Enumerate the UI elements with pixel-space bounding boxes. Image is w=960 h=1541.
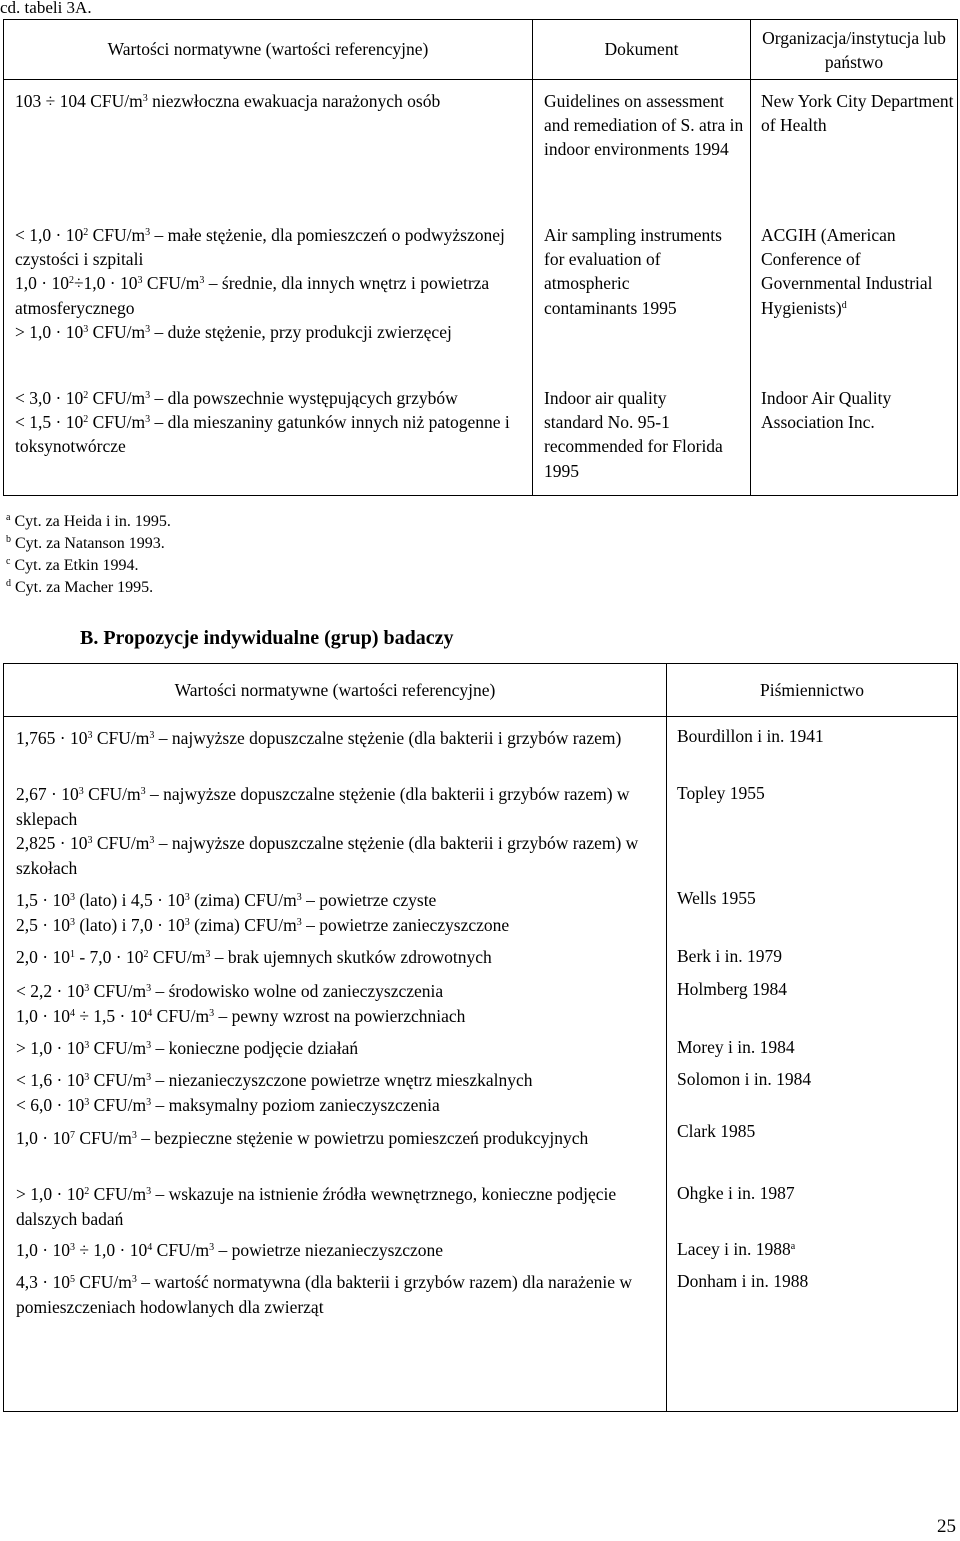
row-a1-values: 103 ÷ 104 CFU/$m^3$ niezwłoczna ewakuacja narażonych osób bbox=[15, 91, 441, 111]
row-b-ref: Topley 1955 bbox=[677, 783, 765, 803]
page-number: 25 bbox=[937, 1516, 956, 1537]
row-b-ref: Wells 1955 bbox=[677, 888, 756, 908]
row-b-ref: Bourdillon i in. 1941 bbox=[677, 726, 824, 746]
row-a3-document: Indoor air quality standard No. 95-1 recommended for Florida 1995 bbox=[544, 388, 723, 481]
row-b-values: > $1,0 \cdot 10^3$ CFU/$m^3$ – konieczne podjęcie działań bbox=[16, 1038, 359, 1058]
footnote: $^d$ Cyt. za Macher 1995. bbox=[6, 578, 154, 596]
column-divider bbox=[532, 20, 533, 495]
footnote: $^b$ Cyt. za Natanson 1993. bbox=[6, 534, 165, 552]
table-b bbox=[3, 663, 958, 1412]
row-b-ref: Ohgke i in. 1987 bbox=[677, 1183, 795, 1203]
header-literature: Piśmiennictwo bbox=[759, 680, 865, 700]
row-b-values: $2,0 \cdot 10^1 - 7,0 \cdot 10^2$ CFU/$m^3$ – brak ujemnych skutków zdrowotnych bbox=[16, 947, 492, 967]
column-divider bbox=[750, 20, 751, 495]
row-b-values: < $2,2 \cdot 10^3$ CFU/$m^3$ – środowisko wolne od zanieczyszczenia $1,0 \cdot 10^4 \div 1,5 \cdot 10^4$ CFU/$m^3$ – pewny wzrost na powierzchniach bbox=[16, 981, 466, 1026]
row-a2-org: ACGIH (American Conference of Governmental Industrial Hygienists)$^d$ bbox=[761, 225, 933, 318]
header-document: Dokument bbox=[604, 39, 679, 59]
header-divider bbox=[4, 79, 957, 80]
row-b-ref: Morey i in. 1984 bbox=[677, 1037, 795, 1057]
footnote: $^c$ Cyt. za Etkin 1994. bbox=[6, 556, 139, 574]
row-b-ref: Berk i in. 1979 bbox=[677, 946, 782, 966]
row-b-ref: Clark 1985 bbox=[677, 1121, 756, 1141]
row-a3-values: < $3,0 \cdot 10^2$ CFU/$m^3$ – dla powszechnie występujących grzybów < $1,5 \cdot 10^2$ CFU/$m^3$ – dla mieszaniny gatunków innych niż patogenne i toksynotwórcze bbox=[15, 388, 510, 457]
column-divider bbox=[666, 664, 667, 1411]
row-b-ref: Holmberg 1984 bbox=[677, 979, 788, 999]
row-b-values: $2,67 \cdot 10^3$ CFU/$m^3$ – najwyższe dopuszczalne stężenie (dla bakterii i grzybów razem) w sklepach $2,825 \cdot 10^3$ CFU/$m^3$ – najwyższe dopuszczalne stężenie (dla bakterii i grzybów razem) w szkołach bbox=[16, 784, 639, 878]
header-values: Wartości normatywne (wartości referencyjne) bbox=[107, 39, 429, 59]
row-a1-org: New York City Department of Health bbox=[761, 91, 954, 136]
header-divider bbox=[4, 716, 957, 717]
row-b-values: $1,0 \cdot 10^3 \div 1,0 \cdot 10^4$ CFU/$m^3$ – powietrze niezanieczyszczone bbox=[16, 1240, 443, 1260]
row-b-values: $1,765 \cdot 10^3$ CFU/$m^3$ – najwyższe dopuszczalne stężenie (dla bakterii i grzybów razem) bbox=[16, 728, 622, 748]
footnotes bbox=[6, 511, 171, 599]
row-a2-document: Air sampling instruments for evaluation of atmospheric contaminants 1995 bbox=[544, 225, 722, 318]
table-a bbox=[3, 19, 958, 496]
footnote: $^a$ Cyt. za Heida i in. 1995. bbox=[6, 512, 171, 530]
table-caption: cd. tabeli 3A. bbox=[0, 0, 92, 17]
section-b-title: B. Propozycje indywidualne (grup) badaczy bbox=[80, 627, 454, 649]
header-org: Organizacja/instytucja lub państwo bbox=[762, 28, 946, 73]
row-b-ref: Solomon i in. 1984 bbox=[677, 1069, 812, 1089]
row-b-values: $1,5 \cdot 10^3$ (lato) i $4,5 \cdot 10^3$ (zima) CFU/$m^3$ – powietrze czyste $2,5 \cdot 10^3$ (lato) i $7,0 \cdot 10^3$ (zima) CFU/$m^3$ – powietrze zanieczyszczone bbox=[16, 890, 510, 935]
row-b-values: < $1,6 \cdot 10^3$ CFU/$m^3$ – niezanieczyszczone powietrze wnętrz mieszkalnych < $6,0 \cdot 10^3$ CFU/$m^3$ – maksymalny poziom zanieczyszczenia bbox=[16, 1070, 533, 1115]
row-a2-values: < $1,0 \cdot 10^2$ CFU/$m^3$ – małe stężenie, dla pomieszczeń o podwyższonej czystości i szpitali $1,0 \cdot 10^2\div 1,0 \cdot 10^3$ CFU/$m^3$ – średnie, dla innych wnętrz i powietrza atmosferycznego > $1,0 \cdot 10^3$ CFU/$m^3$ – duże stężenie, przy produkcji zwierzęcej bbox=[15, 225, 505, 342]
row-b-values: $4,3 \cdot 10^5$ CFU/$m^3$ – wartość normatywna (dla bakterii i grzybów razem) dla narażenie w pomieszczeniach hodowlanych dla zwierząt bbox=[16, 1272, 632, 1317]
row-b-ref: Donham i in. 1988 bbox=[677, 1271, 809, 1291]
row-a1-document: Guidelines on assessment and remediation of S. atra in indoor environments 1994 bbox=[544, 91, 744, 160]
row-a3-org: Indoor Air Quality Association Inc. bbox=[761, 388, 892, 433]
row-b-values: > $1,0 \cdot 10^2$ CFU/$m^3$ – wskazuje na istnienie źródła wewnętrznego, konieczne podjęcie dalszych badań bbox=[16, 1184, 617, 1229]
row-b-ref: Lacey i in. 1988$^a$ bbox=[677, 1239, 796, 1259]
header-values: Wartości normatywne (wartości referencyjne) bbox=[174, 680, 496, 700]
row-b-values: $1,0 \cdot 10^7$ CFU/$m^3$ – bezpieczne stężenie w powietrzu pomieszczeń produkcyjnych bbox=[16, 1128, 589, 1148]
